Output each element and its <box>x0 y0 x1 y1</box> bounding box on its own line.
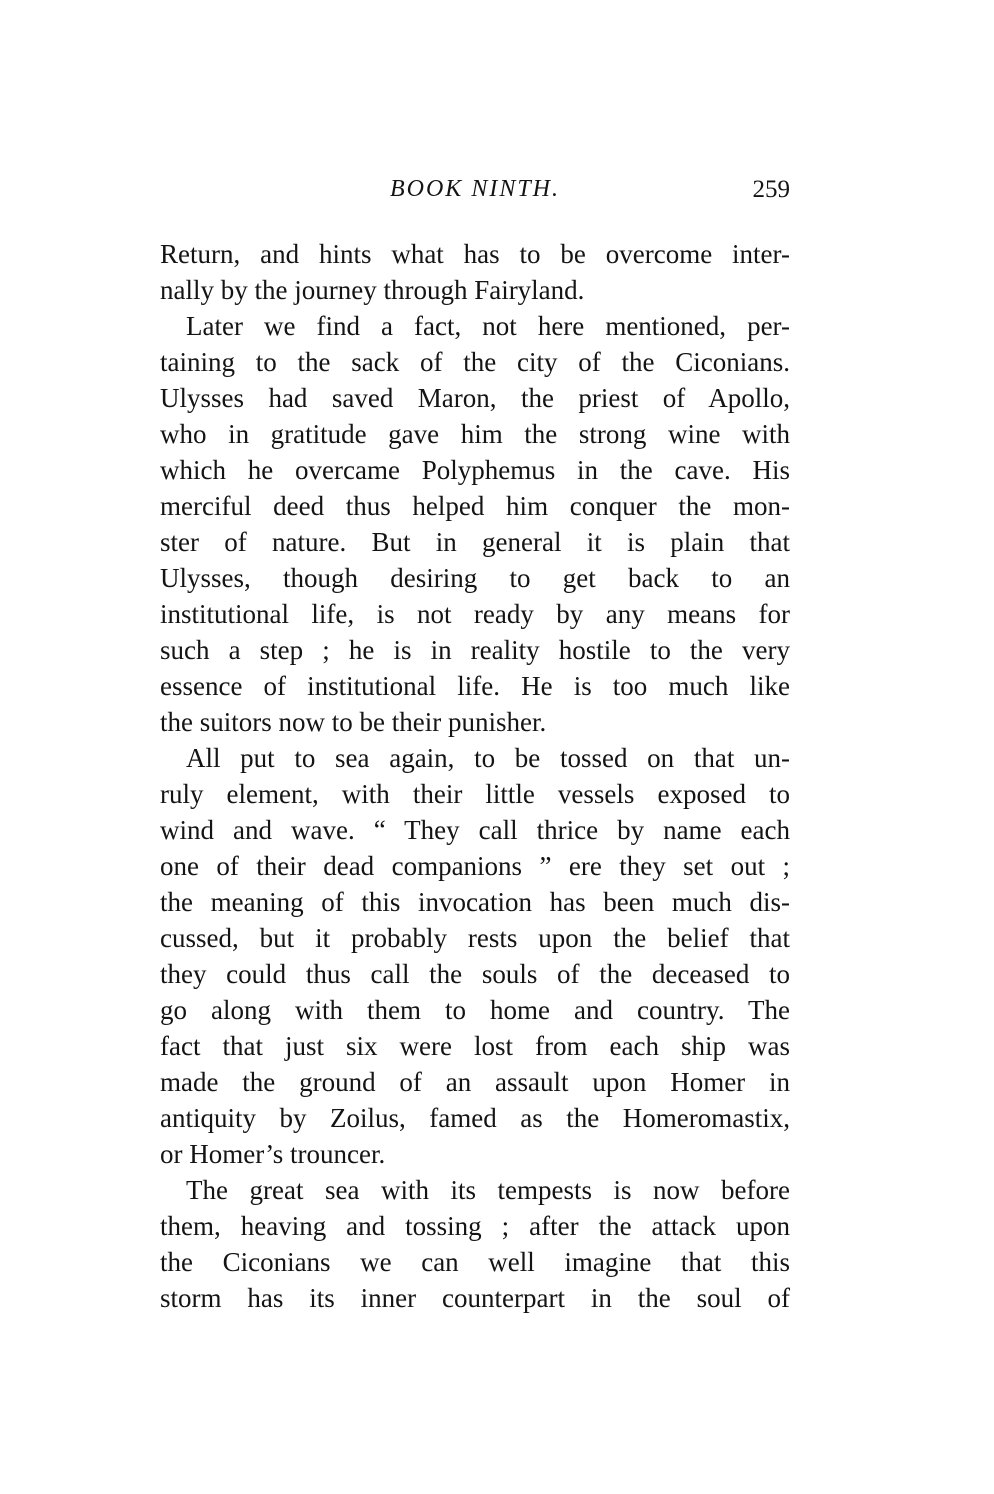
text-line: Ulysses, though desiring to get back to an <box>160 563 790 593</box>
text-line: merciful deed thus helped him conquer the mon- <box>160 491 790 521</box>
text-line: taining to the sack of the city of the Ciconians. <box>160 347 790 377</box>
text-line: such a step ; he is in reality hostile to the very <box>160 635 790 665</box>
text-line: nally by the journey through Fairyland. <box>160 275 585 305</box>
text-line: ruly element, with their little vessels exposed to <box>160 779 790 809</box>
text-line: the meaning of this invocation has been much dis- <box>160 887 790 917</box>
text-line: who in gratitude gave him the strong wine with <box>160 419 790 449</box>
page-number: 259 <box>752 176 790 203</box>
running-head <box>160 176 790 216</box>
text-line: which he overcame Polyphemus in the cave. His <box>160 455 790 485</box>
text-line: cussed, but it probably rests upon the belief that <box>160 923 790 953</box>
text-line: or Homer’s trouncer. <box>160 1139 386 1169</box>
text-line: wind and wave. “ They call thrice by name each <box>160 815 790 845</box>
text-line: ster of nature. But in general it is plain that <box>160 527 790 557</box>
text-line: one of their dead companions ” ere they set out ; <box>160 851 790 881</box>
text-line: the Ciconians we can well imagine that this <box>160 1247 790 1277</box>
text-line: All put to sea again, to be tossed on that un- <box>186 743 790 773</box>
text-line: made the ground of an assault upon Homer in <box>160 1067 790 1097</box>
body-text <box>160 236 790 1316</box>
text-line: storm has its inner counterpart in the soul of <box>160 1283 790 1313</box>
text-line: they could thus call the souls of the deceased to <box>160 959 790 989</box>
text-line: essence of institutional life. He is too much like <box>160 671 790 701</box>
text-line: fact that just six were lost from each ship was <box>160 1031 790 1061</box>
text-line: The great sea with its tempests is now before <box>186 1175 790 1205</box>
running-title: BOOK NINTH. <box>389 176 561 202</box>
text-line: Later we find a fact, not here mentioned, per- <box>186 311 790 341</box>
text-line: antiquity by Zoilus, famed as the Homeromastix, <box>160 1103 790 1133</box>
text-line: them, heaving and tossing ; after the attack upon <box>160 1211 790 1241</box>
text-line: Ulysses had saved Maron, the priest of Apollo, <box>160 383 790 413</box>
text-line: Return, and hints what has to be overcome inter- <box>160 239 790 269</box>
text-line: go along with them to home and country. The <box>160 995 790 1025</box>
text-line: the suitors now to be their punisher. <box>160 707 547 737</box>
text-line: institutional life, is not ready by any means for <box>160 599 790 629</box>
